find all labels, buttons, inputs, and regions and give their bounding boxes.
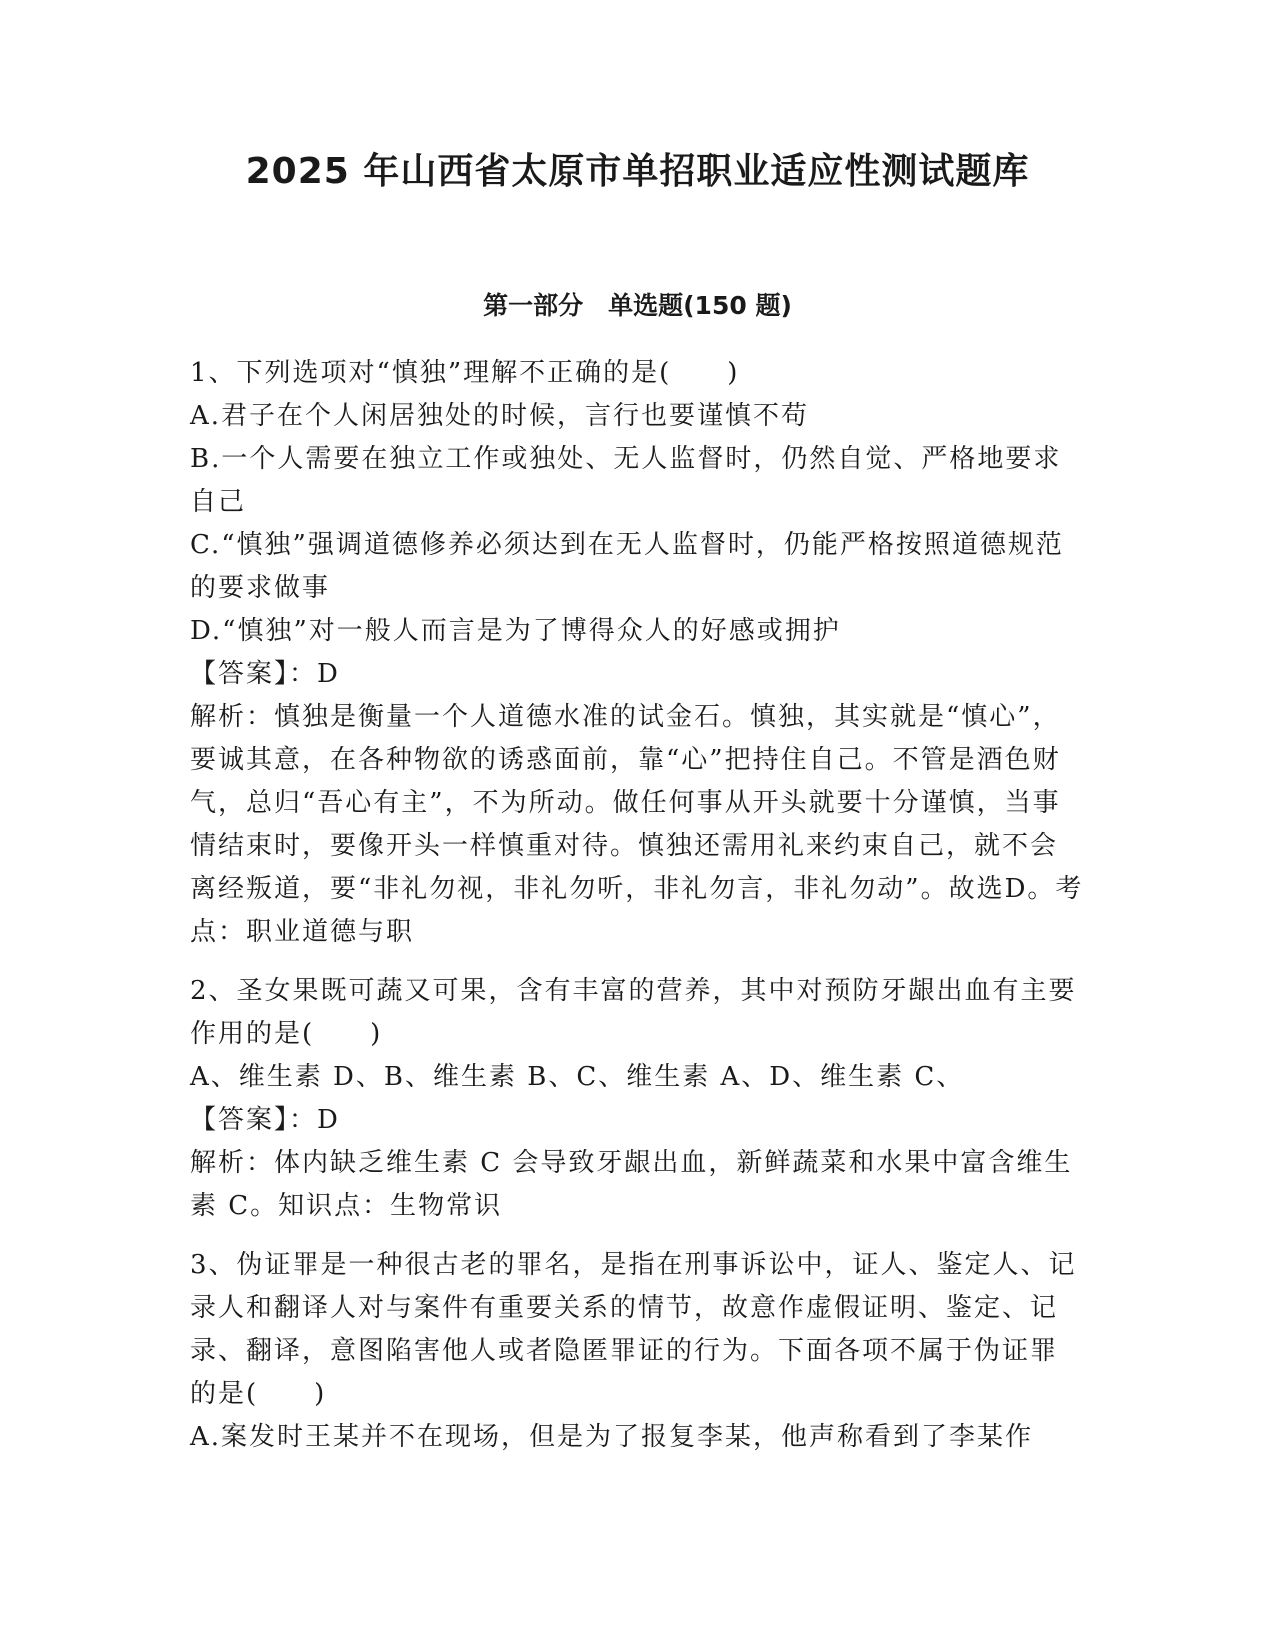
question-stem: 3、伪证罪是一种很古老的罪名，是指在刑事诉讼中，证人、鉴定人、记录人和翻译人对与案件有重要关系的情节，故意作虚假证明、鉴定、记录、翻译，意图陷害他人或者隐匿罪证的行为。下面各项不属于伪证罪的是( ) xyxy=(190,1250,1077,1409)
analysis-text: 解析：体内缺乏维生素 C 会导致牙龈出血，新鲜蔬菜和水果中富含维生素 C。知识点：生物常识 xyxy=(190,1148,1073,1221)
question-3 xyxy=(190,1244,1085,1459)
answer-line: 【答案】：D xyxy=(190,1105,340,1135)
options-line: A、维生素 D、B、维生素 B、C、维生素 A、D、维生素 C、 xyxy=(190,1062,965,1092)
option-a: A.案发时王某并不在现场，但是为了报复李某，他声称看到了李某作 xyxy=(190,1422,1034,1452)
question-list xyxy=(190,352,1085,1475)
question-2 xyxy=(190,970,1085,1228)
option-d: D.“慎独”对一般人而言是为了博得众人的好感或拥护 xyxy=(190,616,841,646)
analysis-text: 解析：慎独是衡量一个人道德水准的试金石。慎独，其实就是“慎心”，要诚其意，在各种物欲的诱惑面前，靠“心”把持住自己。不管是酒色财气，总归“吾心有主”，不为所动。做任何事从开头就要十分谨慎，当事情结束时，要像开头一样慎重对待。慎独还需用礼来约束自己，就不会离经叛道，要“非礼勿视，非礼勿听，非礼勿言，非礼勿动”。故选D。考点：职业道德与职 xyxy=(190,702,1084,947)
option-b: B.一个人需要在独立工作或独处、无人监督时，仍然自觉、严格地要求自己 xyxy=(190,444,1062,517)
question-stem: 1、下列选项对“慎独”理解不正确的是( ) xyxy=(190,358,740,388)
section-heading: 第一部分 单选题(150 题) xyxy=(483,291,792,320)
question-1 xyxy=(190,352,1085,954)
option-a: A.君子在个人闲居独处的时候，言行也要谨慎不苟 xyxy=(190,401,810,431)
answer-line: 【答案】：D xyxy=(190,659,340,689)
option-c: C.“慎独”强调道德修养必须达到在无人监督时，仍能严格按照道德规范的要求做事 xyxy=(190,530,1064,603)
document-title: 2025 年山西省太原市单招职业适应性测试题库 xyxy=(245,151,1030,192)
question-stem: 2、圣女果既可蔬又可果，含有丰富的营养，其中对预防牙龈出血有主要作用的是( ) xyxy=(190,976,1077,1049)
